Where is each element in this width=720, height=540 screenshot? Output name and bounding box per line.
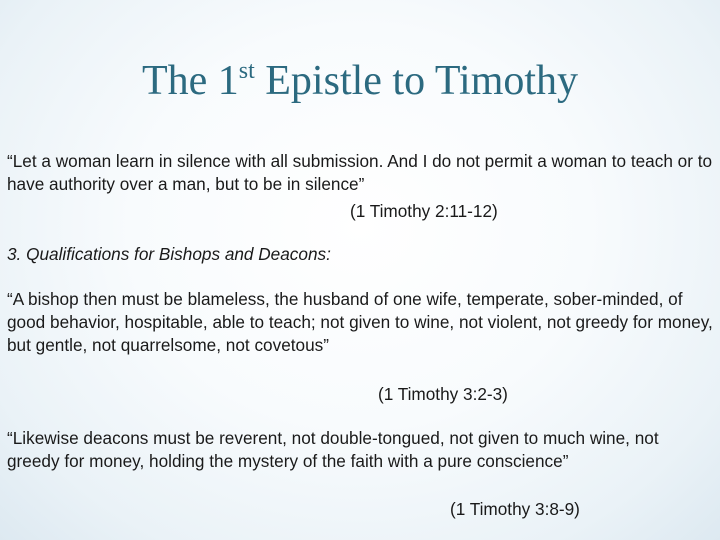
section-heading: 3. Qualifications for Bishops and Deacons: — [7, 244, 331, 264]
slide-title — [0, 58, 720, 104]
title-superscript: st — [238, 58, 255, 84]
title-suffix: Epistle to Timothy — [254, 58, 579, 104]
title-prefix: The 1 — [141, 58, 239, 104]
quote-2-text: “A bishop then must be blameless, the husband of one wife, temperate, sober-minded, of good behavior, hospitable, able to teach; not given to wine, not violent, not greedy for money, but gentle, not quarrelsome, not covetous” — [7, 289, 713, 355]
quote-2-reference: (1 Timothy 3:2-3) — [378, 384, 508, 404]
quote-1-text: “Let a woman learn in silence with all submission. And I do not permit a woman to teach or to have authority over a man, but to be in silence” — [7, 151, 713, 194]
quote-3-text: “Likewise deacons must be reverent, not double-tongued, not given to much wine, not greedy for money, holding the mystery of the faith with a pure conscience” — [7, 428, 659, 471]
quote-1-reference: (1 Timothy 2:11-12) — [350, 201, 498, 221]
quote-3-reference: (1 Timothy 3:8-9) — [450, 499, 580, 519]
